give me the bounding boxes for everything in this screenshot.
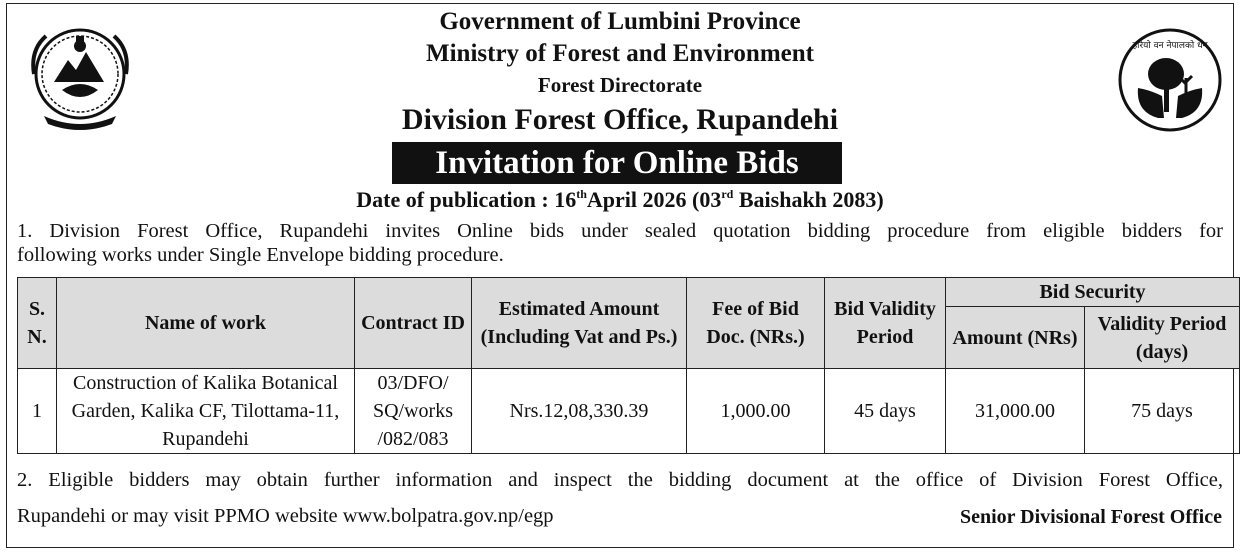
svg-text:हरियो वन नेपालको धन: हरियो वन नेपालको धन (1132, 41, 1208, 51)
publication-date: Date of publication : 16thApril 2026 (03rd Baishakh 2083) (356, 187, 884, 212)
paragraph-2: 2. Eligible bidders may obtain further information and inspect the bidding document at the office of Division Forest Office, Rupandehi or may visit PPMO website www.bolpatra.gov.np/egp (17, 469, 1223, 527)
cell-sec-validity: 75 days (1085, 369, 1240, 454)
table-row (18, 369, 1240, 454)
province-title: Government of Lumbini Province (439, 8, 801, 35)
notice-banner: Invitation for Online Bids (392, 142, 842, 184)
cell-name: Construction of Kalika Botanical Garden, Kalika CF, Tilottama-11, Rupandehi (57, 369, 355, 454)
header-fee: Fee of Bid Doc. (NRs.) (687, 278, 825, 369)
cell-sec-amount: 31,000.00 (946, 369, 1085, 454)
header-validity: Bid Validity Period (825, 278, 946, 369)
ministry-title: Ministry of Forest and Environment (426, 40, 814, 67)
cell-sn: 1 (18, 369, 57, 454)
header-name: Name of work (57, 278, 355, 369)
cell-estimate: Nrs.12,08,330.39 (472, 369, 687, 454)
paragraph-1: 1. Division Forest Office, Rupandehi invites Online bids under sealed quotation bidding procedure from eligible bidders for following works under Single Envelope bidding procedure. (17, 220, 1223, 266)
header-sec-amount: Amount (NRs) (946, 307, 1085, 369)
office-title: Division Forest Office, Rupandehi (401, 103, 839, 136)
directorate-title: Forest Directorate (537, 73, 703, 97)
header-estimate: Estimated Amount (Including Vat and Ps.) (472, 278, 687, 369)
cell-fee: 1,000.00 (687, 369, 825, 454)
signature: Senior Divisional Forest Office (959, 506, 1222, 528)
header-sec-validity: Validity Period (days) (1085, 307, 1240, 369)
cell-validity: 45 days (825, 369, 946, 454)
header-contract: Contract ID (355, 278, 472, 369)
bid-table (17, 277, 1240, 454)
cell-contract: 03/DFO/ SQ/works /082/083 (355, 369, 472, 454)
header-security: Bid Security (946, 278, 1240, 307)
header-sn: S. N. (18, 278, 57, 369)
